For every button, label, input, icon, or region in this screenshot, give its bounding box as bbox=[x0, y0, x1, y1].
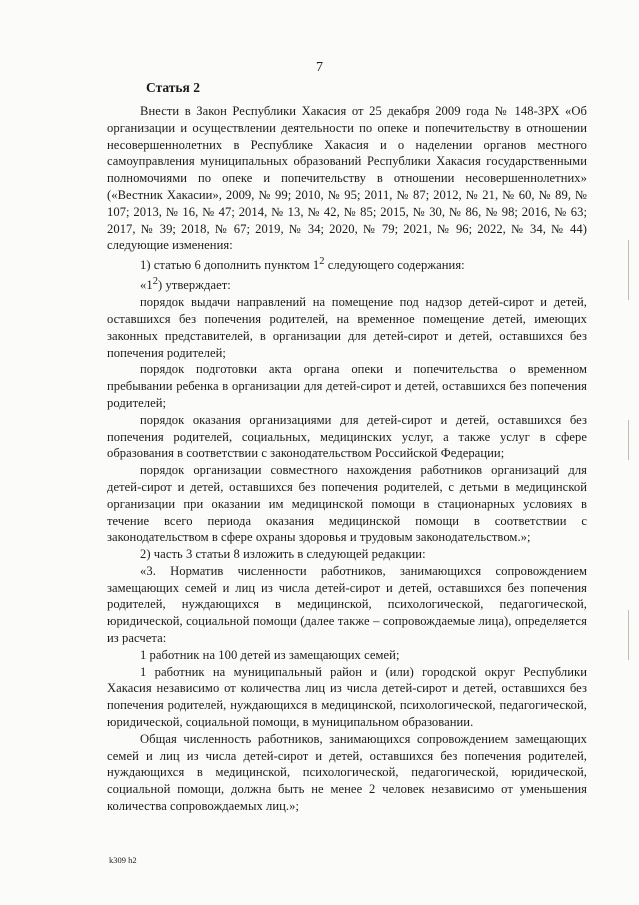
scan-edge-mark bbox=[628, 420, 629, 460]
intro-paragraph: Внести в Закон Республики Хакасия от 25 декабря 2009 года № 148-ЗРХ «Об организации и осуществлении деятельности по опеке и попечительству в отношении несовершеннолетних в Республике Хакасия и о наделении органов местного самоуправления муниципальных образований Республики Хакасия государственными полномочиями по опеке и попечительству в отношении несовершеннолетних» («Вестник Хакасии», 2009, № 99; 2010, № 95; 2011, № 87; 2012, № 21, № 60, № 89, № 107; 2013, № 16, № 47; 2014, № 13, № 42, № 85; 2015, № 30, № 86, № 98; 2016, № 63; 2017, № 39; 2018, № 67; 2019, № 34; 2020, № 79; 2021, № 96; 2022, № 34, № 44) следующие изменения: bbox=[107, 104, 587, 253]
norm-rule-2: 1 работник на муниципальный район и (или) городской округ Республики Хакасия независимо от количества лиц из числа детей-сирот и детей, оставшихся без попечения родителей, нуждающихся в медицинской, психологической, педагогической, юридической, социальной помощи, в муниципальном образовании. bbox=[107, 664, 587, 730]
quote-close: ) утверждает: bbox=[158, 278, 231, 293]
scan-edge-mark bbox=[628, 610, 629, 660]
quoted-clause-heading bbox=[107, 274, 587, 294]
footer-code: k309 h2 bbox=[109, 855, 137, 865]
clause-act-preparation: порядок подготовки акта органа опеки и попечительства о временном пребывании ребенка в организации для детей-сирот и детей, оставшихся без попечения родителей; bbox=[107, 362, 587, 410]
article-heading: Статья 2 bbox=[146, 80, 200, 95]
item1-superscript: 2 bbox=[319, 256, 325, 268]
clause-services: порядок оказания организациями для детей-сирот и детей, оставшихся без попечения родителей, социальных, медицинских услуг, а также услуг в сфере образования в соответствии с законодательством Российской Федерации; bbox=[107, 412, 587, 461]
document-body bbox=[107, 103, 587, 815]
page-number: 7 bbox=[316, 60, 323, 75]
quote-superscript: 2 bbox=[152, 276, 159, 288]
scan-edge-mark bbox=[628, 240, 629, 300]
clause-directions: порядок выдачи направлений на помещение под надзор детей-сирот и детей, оставшихся без попечения родителей, на временное помещение детей, имеющих законных представителей, в организации для детей-сирот и детей, оставшихся без попечения родителей; bbox=[107, 295, 587, 360]
norm-rule-1: 1 работник на 100 детей из замещающих семей; bbox=[140, 647, 400, 662]
item1-text-end: следующего содержания: bbox=[324, 258, 465, 273]
part3-norm: «3. Норматив численности работников, занимающихся сопровождением замещающих семей и лиц из числа детей-сирот и детей, оставшихся без попечения родителей, нуждающихся в медицинской, психологической, педагогической, юридической, социальной помощи (далее также – сопровождаемые лица), определяется из расчета: bbox=[107, 563, 587, 646]
total-staff-paragraph: Общая численность работников, занимающихся сопровождением замещающих семей и лиц из числа детей-сирот и детей, оставшихся без попечения родителей, нуждающихся в медицинской, психологической, педагогической, юридической, социальной помощи, должна быть не менее 2 человек независимо от уменьшения количества сопровождаемых лиц.»; bbox=[107, 731, 587, 814]
quote-open: «1 bbox=[140, 278, 153, 293]
clause-joint-stay: порядок организации совместного нахождения работников организаций для детей-сирот и детей, оставшихся без попечения родителей, с детьми в медицинской организации при оказании им медицинской помощи в стационарных условиях в течение всего периода оказания медицинской помощи в соответствии с законодательством в сфере охраны здоровья и трудовым законодательством.»; bbox=[107, 463, 587, 545]
amendment-item-1 bbox=[107, 254, 587, 274]
amendment-item-2: 2) часть 3 статьи 8 изложить в следующей редакции: bbox=[140, 547, 426, 562]
item1-text: 1) статью 6 дополнить пунктом 1 bbox=[140, 258, 320, 273]
